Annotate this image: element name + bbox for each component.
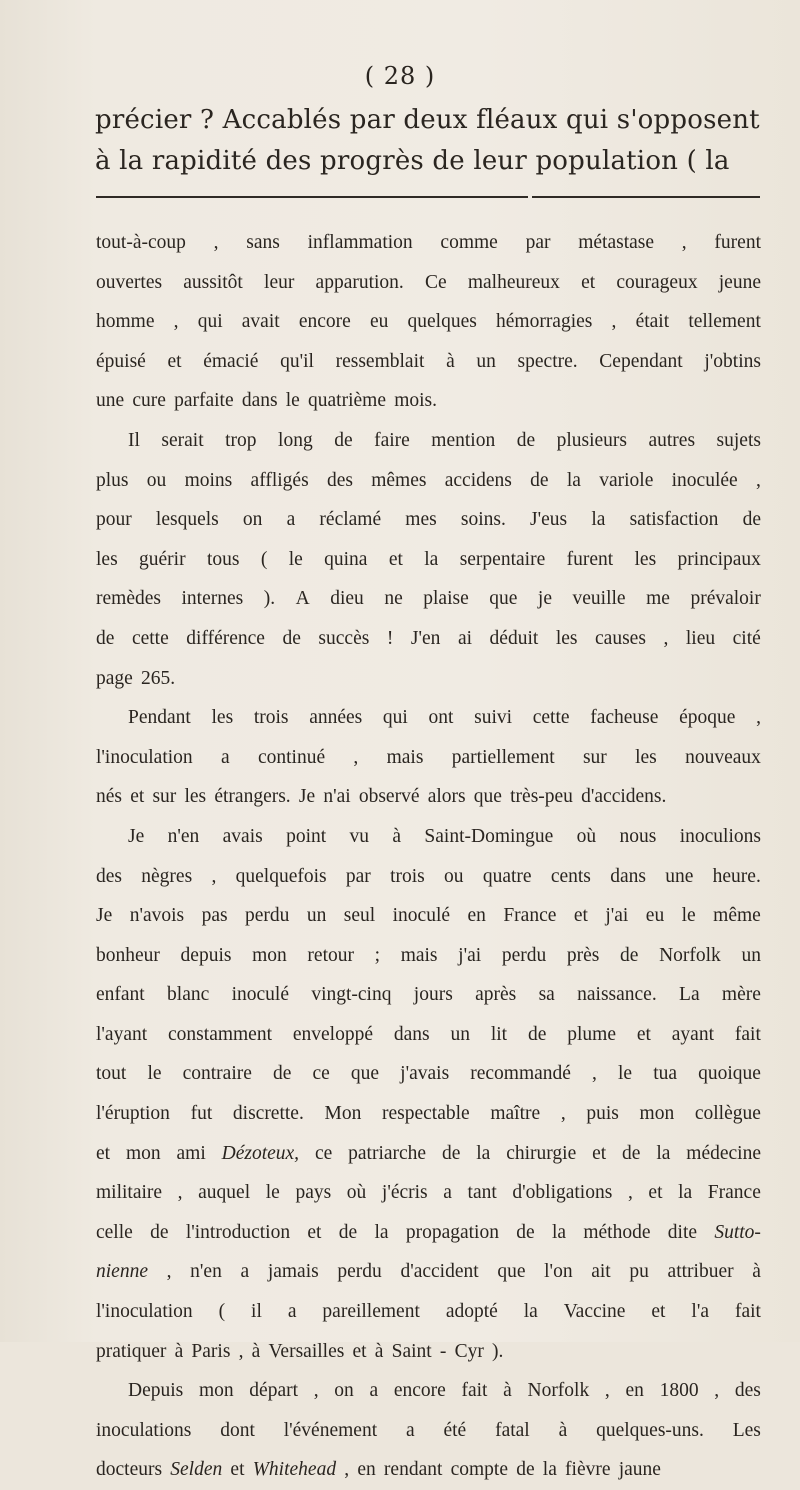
text-line: nienne , n'en a jamais perdu d'accident que l'on ait pu attribuer à: [96, 1261, 761, 1283]
separator-rule: [96, 196, 528, 198]
separator-rule: [532, 196, 760, 198]
paragraph: [96, 817, 761, 1371]
text-line: Je n'avois pas perdu un seul inoculé en France et j'ai eu le même: [96, 905, 761, 927]
paragraph: [96, 1371, 761, 1490]
text-line: Depuis mon départ , on a encore fait à Norfolk , en 1800 , des: [128, 1380, 761, 1402]
text-line: remèdes internes ). A dieu ne plaise que je veuille me prévaloir: [96, 588, 761, 610]
body-text: [96, 223, 761, 1490]
paragraph: [96, 698, 761, 817]
text-line: et mon ami Dézoteux, ce patriarche de la chirurgie et de la médecine: [96, 1142, 761, 1164]
text-line: homme , qui avait encore eu quelques hémorragies , était tellement: [96, 311, 761, 333]
text-line: Pendant les trois années qui ont suivi cette facheuse époque ,: [128, 707, 761, 729]
text-line: les guérir tous ( le quina et la serpentaire furent les principaux: [96, 548, 761, 570]
text-line: ouvertes aussitôt leur apparution. Ce malheureux et courageux jeune: [96, 271, 761, 293]
text-line: enfant blanc inoculé vingt-cinq jours après sa naissance. La mère: [96, 984, 761, 1006]
text-line: tout-à-coup , sans inflammation comme par métastase , furent: [96, 232, 761, 253]
header-line: à la rapidité des progrès de leur population ( la: [95, 146, 730, 176]
text-line: l'inoculation a continué , mais partiellement sur les nouveaux: [96, 746, 761, 768]
text-line: une cure parfaite dans le quatrième mois.: [96, 390, 437, 412]
text-line: pratiquer à Paris , à Versailles et à Saint - Cyr ).: [96, 1340, 504, 1362]
header-text: [95, 100, 760, 182]
text-line: bonheur depuis mon retour ; mais j'ai perdu près de Norfolk un: [96, 944, 761, 966]
text-line: épuisé et émacié qu'il ressemblait à un spectre. Cependant j'obtins: [96, 350, 761, 372]
paragraph: [96, 223, 761, 421]
text-line: des nègres , quelquefois par trois ou quatre cents dans une heure.: [96, 865, 761, 887]
text-line: inoculations dont l'événement a été fatal à quelques-uns. Les: [96, 1419, 761, 1441]
paragraph: [96, 421, 761, 698]
text-line: plus ou moins affligés des mêmes accidens de la variole inoculée ,: [96, 469, 761, 491]
text-line: page 265.: [96, 667, 176, 689]
text-line: l'éruption fut discrette. Mon respectable maître , puis mon collègue: [96, 1103, 761, 1125]
text-line: celle de l'introduction et de la propagation de la méthode dite Sutto-: [96, 1221, 761, 1243]
text-line: Je n'en avais point vu à Saint-Domingue où nous inoculions: [128, 825, 761, 847]
text-line: docteurs Selden et Whitehead , en rendant compte de la fièvre jaune: [96, 1459, 661, 1481]
text-line: l'ayant constamment enveloppé dans un lit de plume et ayant fait: [96, 1023, 761, 1045]
page-number: ( 28 ): [364, 62, 436, 90]
text-line: l'inoculation ( il a pareillement adopté la Vaccine et l'a fait: [96, 1301, 761, 1323]
text-line: pour lesquels on a réclamé mes soins. J'eus la satisfaction de: [96, 509, 761, 531]
text-line: nés et sur les étrangers. Je n'ai observé alors que très-peu d'accidens.: [96, 786, 667, 808]
text-line: Il serait trop long de faire mention de plusieurs autres sujets: [128, 429, 761, 451]
text-line: de cette différence de succès ! J'en ai déduit les causes , lieu cité: [96, 627, 761, 649]
text-line: tout le contraire de ce que j'avais recommandé , le tua quoique: [96, 1063, 761, 1085]
header-line: précier ? Accablés par deux fléaux qui s'opposent: [95, 105, 760, 135]
text-line: militaire , auquel le pays où j'écris a tant d'obligations , et la France: [96, 1182, 761, 1204]
